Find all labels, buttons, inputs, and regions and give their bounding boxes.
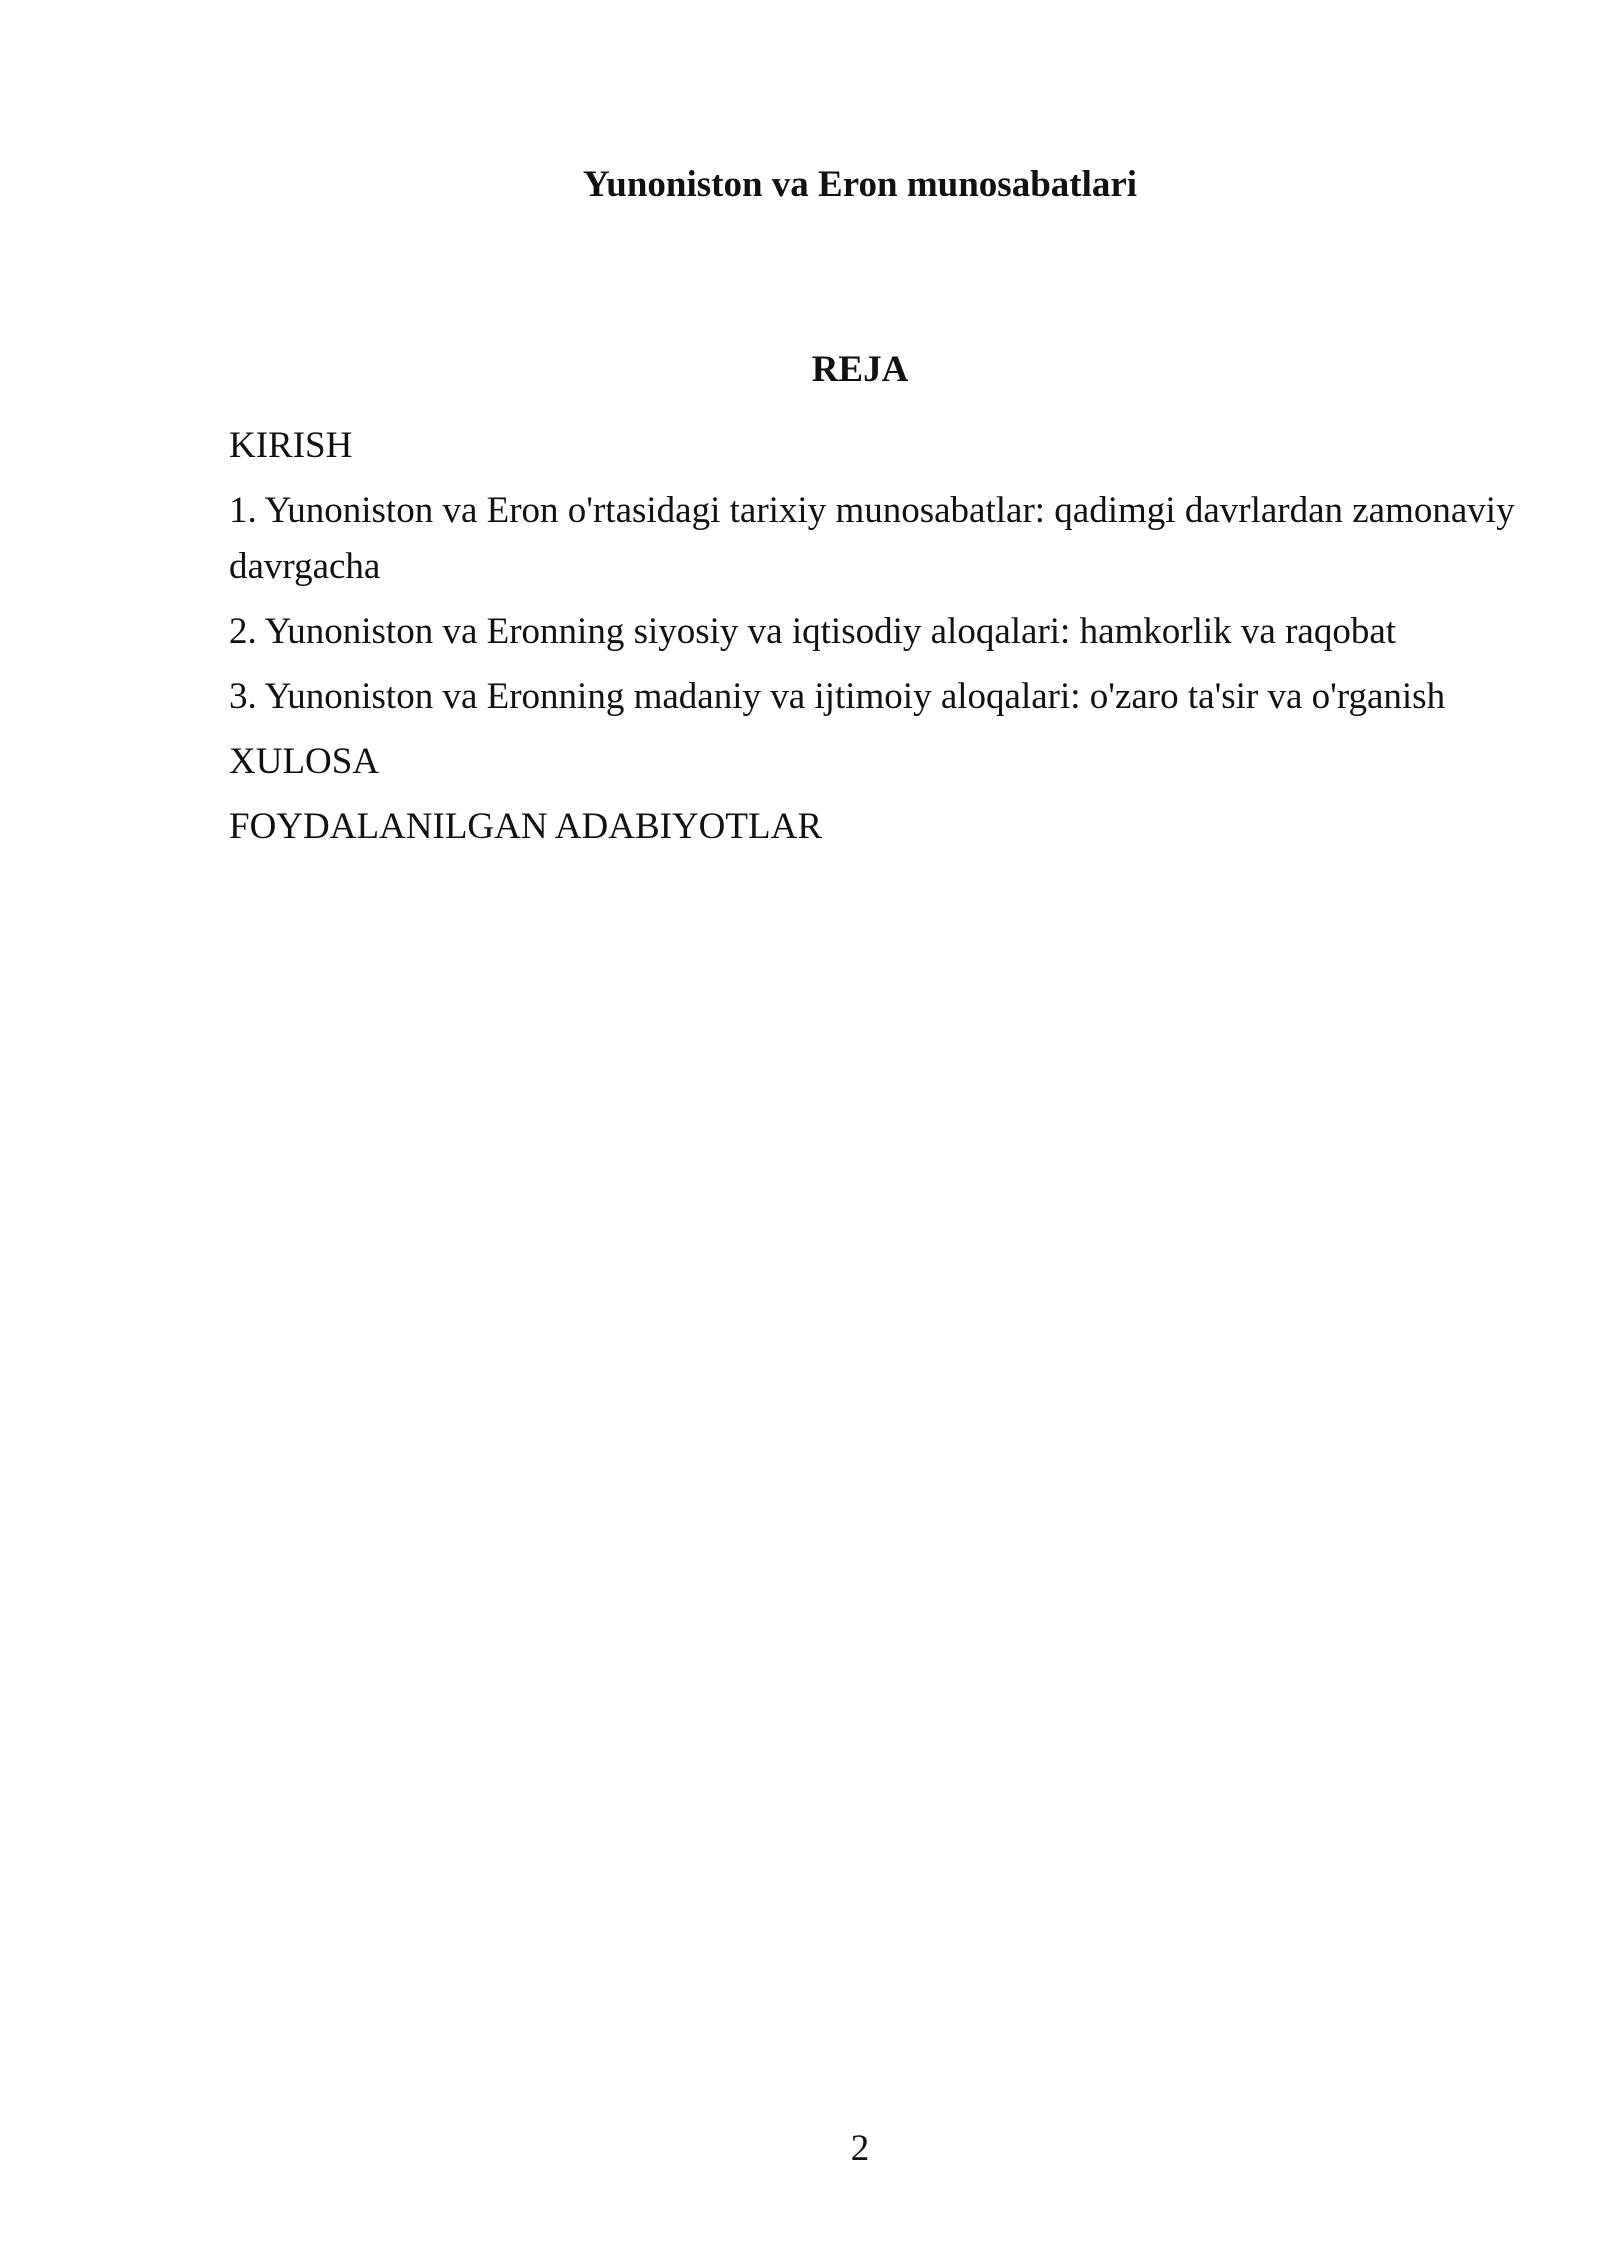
- plan-item-3: 3. Yunoniston va Eronning madaniy va ijtimoiy aloqalari: o'zaro ta'sir va o'rganish: [229, 676, 1446, 717]
- plan-list: [229, 418, 1529, 864]
- page-number: 2: [850, 2128, 870, 2169]
- document-title: Yunoniston va Eron munosabatlari: [582, 164, 1138, 205]
- plan-item-2: 2. Yunoniston va Eronning siyosiy va iqtisodiy aloqalari: hamkorlik va raqobat: [229, 611, 1397, 652]
- plan-item-references: FOYDALANILGAN ADABIYOTLAR: [229, 806, 822, 847]
- plan-item-conclusion: XULOSA: [229, 741, 380, 782]
- plan-heading: REJA: [811, 349, 909, 390]
- plan-item-1: 1. Yunoniston va Eron o'rtasidagi tarixiy munosabatlar: qadimgi davrlardan zamonaviy davrgacha: [229, 490, 1515, 587]
- plan-item-introduction: KIRISH: [229, 425, 353, 466]
